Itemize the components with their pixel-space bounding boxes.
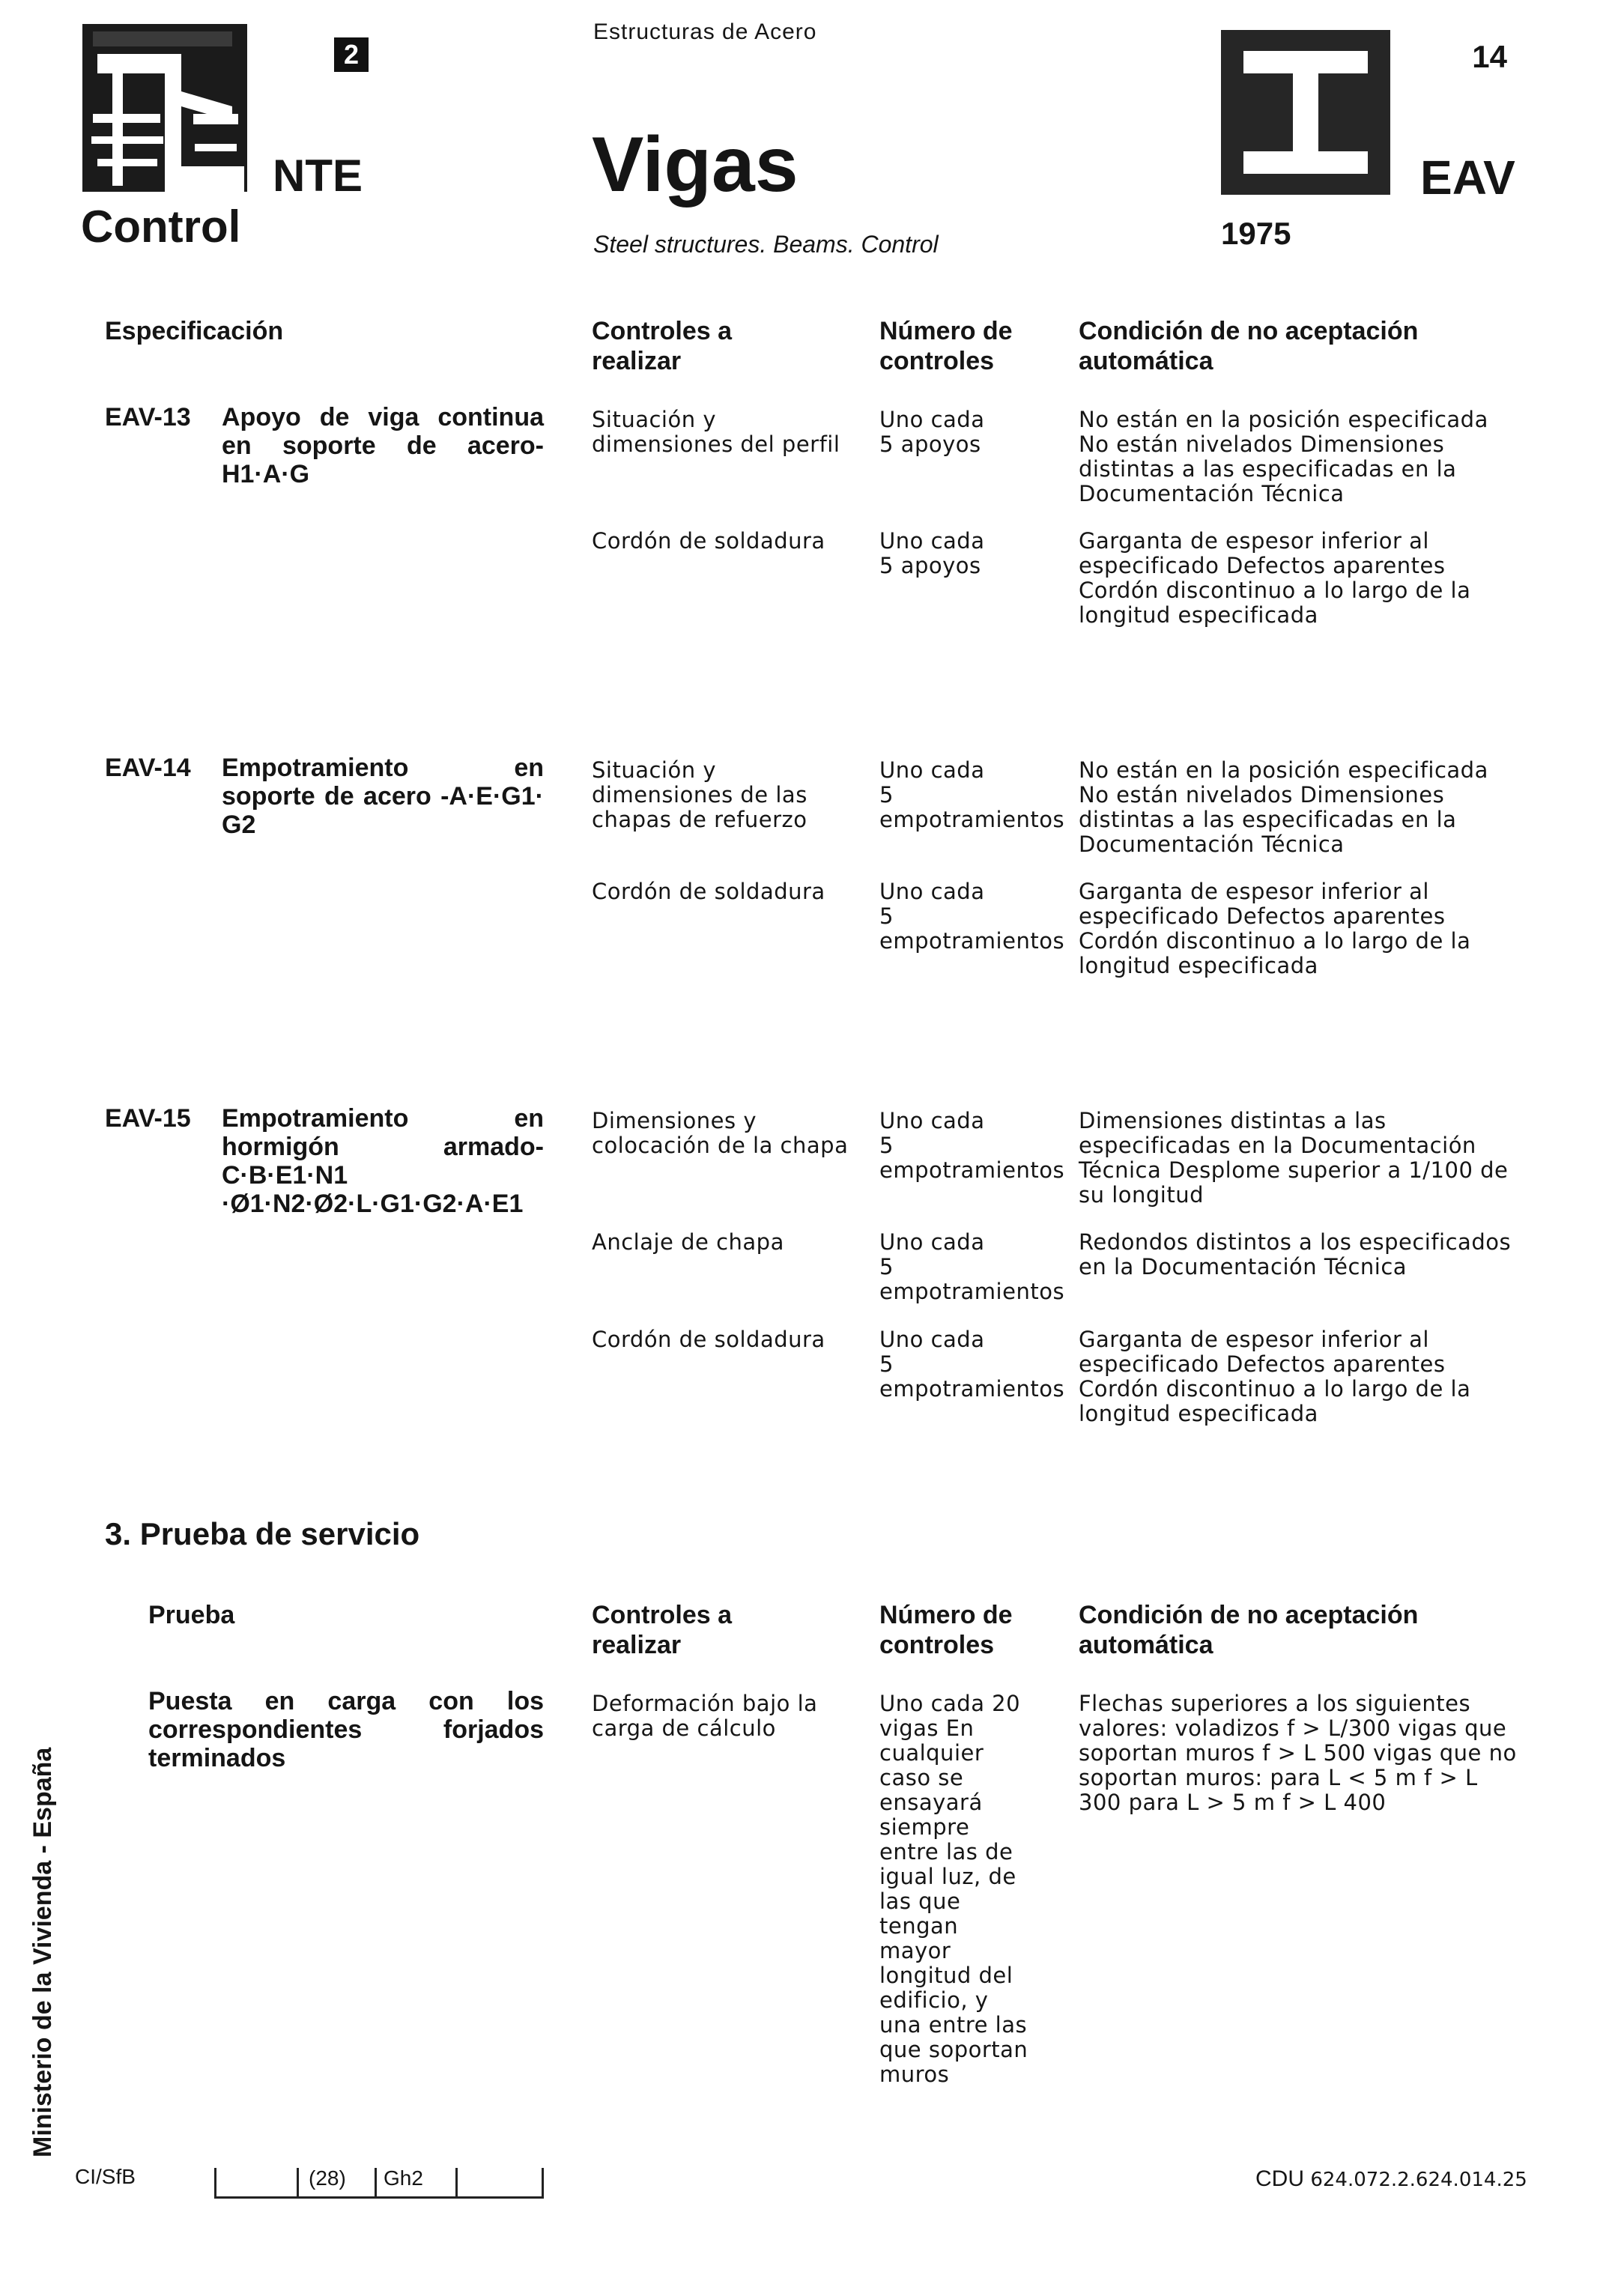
cisfb-value: (28) [309,2166,346,2190]
year: 1975 [1221,216,1291,251]
rejection-condition: Redondos distintos a los especificados en la Documentación Técnica [1079,1229,1512,1279]
nte-label: NTE [273,151,363,201]
control-count: Uno cada 5 empotramientos [879,1229,1065,1304]
control-count: Uno cada 5 apoyos [879,407,985,457]
sheet-number: 14 [1472,39,1507,74]
cisfb-value: Gh2 [384,2166,423,2190]
control-text: Dimensiones y colocación de la chapa [592,1108,849,1158]
cdu-label: CDU [1255,2166,1304,2191]
page-badge: 2 [334,37,369,72]
col-controls-header: Controles a realizar [592,317,733,375]
section-heading: 3. Prueba de servicio [105,1516,420,1551]
col-number-header: Número de controles [879,1601,1013,1659]
cdu-code [1255,2166,1527,2192]
control-text: Anclaje de chapa [592,1229,784,1255]
spec-title: Empotramiento en hormigón armado-C·B·E1·N1 ·Ø1·N2·Ø2·L·G1·G2·A·E1 [222,1104,544,1218]
spec-id: EAV-15 [105,1104,191,1133]
document-code: EAV [1420,151,1515,205]
rejection-condition: Garganta de espesor inferior al especificado Defectos aparentes Cordón discontinuo a lo largo de la longitud especificada [1079,1327,1471,1426]
control-label: Control [81,202,241,252]
control-text: Situación y dimensiones de las chapas de refuerzo [592,757,807,832]
rejection-condition: Garganta de espesor inferior al especificado Defectos aparentes Cordón discontinuo a lo largo de la longitud especificada [1079,528,1471,628]
control-count: Uno cada 5 empotramientos [879,1327,1065,1402]
spec-title: Empotramiento en soporte de acero -A·E·G1· G2 [222,754,544,839]
control-count: Uno cada 20 vigas En cualquier caso se ensayará siempre entre las de igual luz, de las que tengan mayor longitud del edificio, y una entre las que soportan muros [879,1691,1028,2087]
cdu-number: 624.072.2.624.014.25 [1310,2169,1527,2191]
control-count: Uno cada 5 apoyos [879,528,985,578]
cisfb-label: CI/SfB [75,2165,136,2188]
steel-structure-logo-icon [82,24,247,192]
control-text: Situación y dimensiones del perfil [592,407,840,457]
col-test-header: Prueba [148,1601,235,1629]
rejection-condition: Flechas superiores a los siguientes valores: voladizos f > L/300 vigas que soportan muros f > L 500 vigas que no soportan muros: para L < 5 m f > L 300 para L > 5 m f > L 400 [1079,1691,1517,1815]
control-text: Cordón de soldadura [592,528,825,554]
test-name: Puesta en carga con los correspondientes forjados terminados [148,1687,544,1772]
rejection-condition: No están en la posición especificada No están nivelados Dimensiones distintas a las especificadas en la Documentación Técnica [1079,757,1488,857]
publisher-vertical-label: Ministerio de la Vivienda - España [28,1747,57,2157]
rejection-condition: Dimensiones distintas a las especificadas en la Documentación Técnica Desplome superior a 1/100 de su longitud [1079,1108,1509,1208]
rejection-condition: No están en la posición especificada No están nivelados Dimensiones distintas a las especificadas en la Documentación Técnica [1079,407,1488,506]
i-beam-logo-icon [1221,30,1390,195]
control-count: Uno cada 5 empotramientos [879,757,1065,832]
spec-id: EAV-13 [105,403,191,431]
spec-id: EAV-14 [105,754,191,782]
col-condition-header: Condición de no aceptación automática [1079,1601,1419,1659]
col-condition-header: Condición de no aceptación automática [1079,317,1419,375]
control-text: Deformación bajo la carga de cálculo [592,1691,818,1741]
cisfb-classification-bar [214,2166,544,2199]
col-spec-header: Especificación [105,317,284,345]
spec-title: Apoyo de viga continua en soporte de acero-H1·A·G [222,403,544,488]
control-text: Cordón de soldadura [592,1327,825,1352]
page-title: Vigas [592,121,799,208]
page-subtitle: Steel structures. Beams. Control [593,231,939,258]
rejection-condition: Garganta de espesor inferior al especificado Defectos aparentes Cordón discontinuo a lo largo de la longitud especificada [1079,879,1471,978]
control-text: Cordón de soldadura [592,879,825,904]
control-count: Uno cada 5 empotramientos [879,1108,1065,1183]
col-controls-header: Controles a realizar [592,1601,733,1659]
section-title: Estructuras de Acero [593,19,817,44]
col-number-header: Número de controles [879,317,1013,375]
control-count: Uno cada 5 empotramientos [879,879,1065,954]
